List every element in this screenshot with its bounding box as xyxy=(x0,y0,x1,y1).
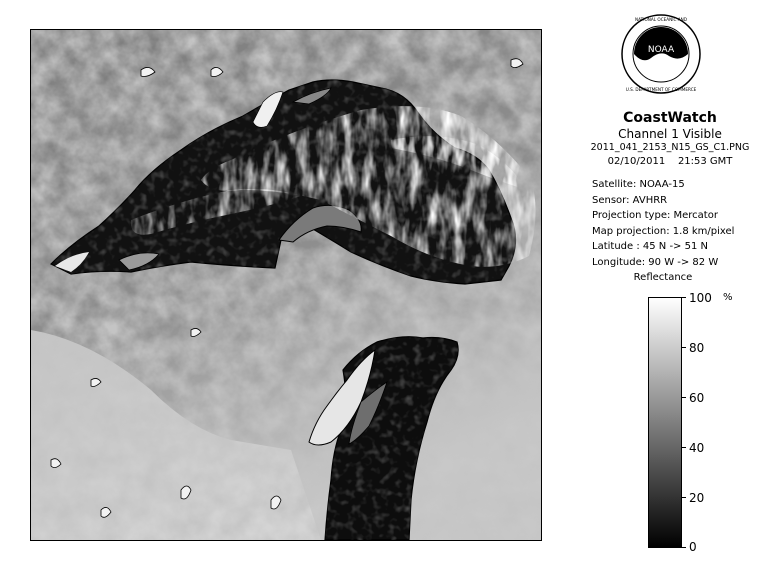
noaa-seal xyxy=(621,14,701,94)
scale-tick xyxy=(681,297,686,298)
scale-tick-label: 100 xyxy=(689,291,712,305)
scale-tick-label: 0 xyxy=(689,540,697,554)
svg-text:NOAA: NOAA xyxy=(647,45,675,55)
scale-tick xyxy=(681,397,686,398)
scale-tick-label: 60 xyxy=(689,391,705,405)
file-name: 2011_041_2153_N15_GS_C1.PNG xyxy=(590,142,750,153)
sensor-field: Sensor: AVHRR xyxy=(592,194,668,206)
svg-text:NATIONAL OCEANIC AND: NATIONAL OCEANIC AND xyxy=(635,17,687,22)
scale-tick-label: 20 xyxy=(689,491,705,505)
noaa-logo xyxy=(621,14,701,94)
scale-tick xyxy=(681,347,686,348)
scale-tick xyxy=(681,547,686,548)
satellite-map xyxy=(31,30,541,540)
channel-label: Channel 1 Visible xyxy=(618,127,722,141)
svg-text:U.S. DEPARTMENT OF COMMERCE: U.S. DEPARTMENT OF COMMERCE xyxy=(625,87,697,92)
scale-unit: % xyxy=(723,292,733,303)
longitude-field: Longitude: 90 W -> 82 W xyxy=(592,256,719,268)
acquisition-time: 21:53 GMT xyxy=(677,156,733,167)
acquisition-date: 02/10/2011 xyxy=(607,156,666,167)
scale-tick-label: 80 xyxy=(689,341,705,355)
satellite-field: Satellite: NOAA-15 xyxy=(592,179,685,190)
scale-tick xyxy=(681,497,686,498)
metadata-list xyxy=(592,177,734,270)
satellite-image xyxy=(30,29,542,541)
scale-tick xyxy=(681,447,686,448)
map-projection-field: Map projection: 1.8 km/pixel xyxy=(592,225,735,237)
header-block xyxy=(564,110,776,169)
latitude-field: Latitude : 45 N -> 51 N xyxy=(592,241,708,252)
brand-title: CoastWatch xyxy=(623,110,717,126)
scale-title: Reflectance xyxy=(633,272,693,283)
acquisition-datetime xyxy=(564,155,776,169)
scale-tick-label: 40 xyxy=(689,441,705,455)
reflectance-color-bar xyxy=(648,297,682,548)
projection-type-field: Projection type: Mercator xyxy=(592,210,718,221)
